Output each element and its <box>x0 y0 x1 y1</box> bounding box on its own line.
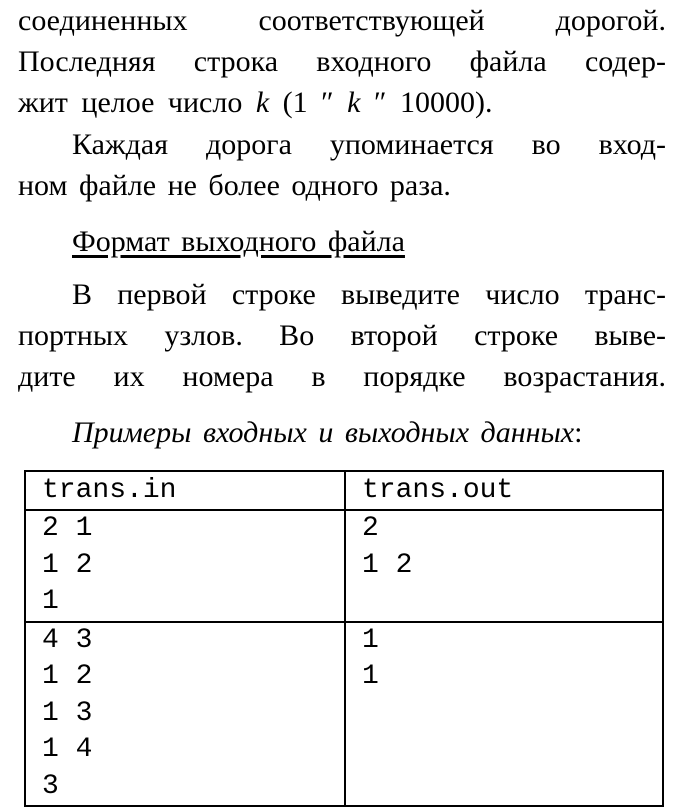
input-cell <box>25 622 345 807</box>
text-line: Каждая дорога упоминается во вход- <box>72 128 666 161</box>
table-row <box>25 510 663 622</box>
output-file-header: trans.out <box>345 471 663 510</box>
paragraph-roads-input-end <box>18 0 666 123</box>
text-line: ном файле не более одного раза. <box>18 169 451 202</box>
examples-caption-text: Примеры входных и выходных данных <box>72 416 575 449</box>
output-line: 1 <box>362 624 379 656</box>
input-line: 1 2 <box>42 661 93 692</box>
text-line: соединенных соответствующей дорогой. <box>18 4 666 37</box>
examples-caption-colon: : <box>574 416 583 449</box>
table-row <box>25 622 663 807</box>
text-fragment: жит целое число <box>18 86 243 119</box>
input-file-header: trans.in <box>25 471 345 510</box>
output-cell <box>345 510 663 622</box>
variable-k: k <box>255 86 270 119</box>
text-line: Последняя строка входного файла содер- <box>18 45 666 78</box>
paragraph-output-format <box>18 274 666 397</box>
input-line: 1 2 <box>42 549 93 581</box>
table-header-row <box>25 471 663 510</box>
examples-table <box>24 470 664 807</box>
output-format-heading: Формат выходного файла <box>72 225 405 258</box>
input-cell <box>25 510 345 622</box>
text-line: дите их номера в порядке возрастания. <box>18 360 666 393</box>
text-fragment: (1 ″ <box>282 86 334 119</box>
text-line: портных узлов. Во второй строке выве- <box>18 319 666 352</box>
text-fragment: ″ 10000). <box>374 86 493 119</box>
input-line: 2 1 <box>42 513 93 544</box>
output-line: 1 <box>362 661 379 692</box>
examples-caption <box>72 412 582 453</box>
input-line: 1 3 <box>42 697 93 729</box>
output-line: 1 2 <box>362 549 413 581</box>
text-line: В первой строке выведите число транс- <box>72 278 666 311</box>
variable-k: k <box>347 86 361 119</box>
input-line: 1 4 <box>42 734 93 765</box>
output-cell <box>345 622 663 807</box>
paragraph-road-uniqueness <box>18 124 666 206</box>
text-line-with-formula <box>18 82 666 123</box>
input-line: 4 3 <box>42 624 93 656</box>
input-line: 1 <box>42 586 59 617</box>
input-line: 3 <box>42 770 59 802</box>
output-line: 2 <box>362 513 379 544</box>
